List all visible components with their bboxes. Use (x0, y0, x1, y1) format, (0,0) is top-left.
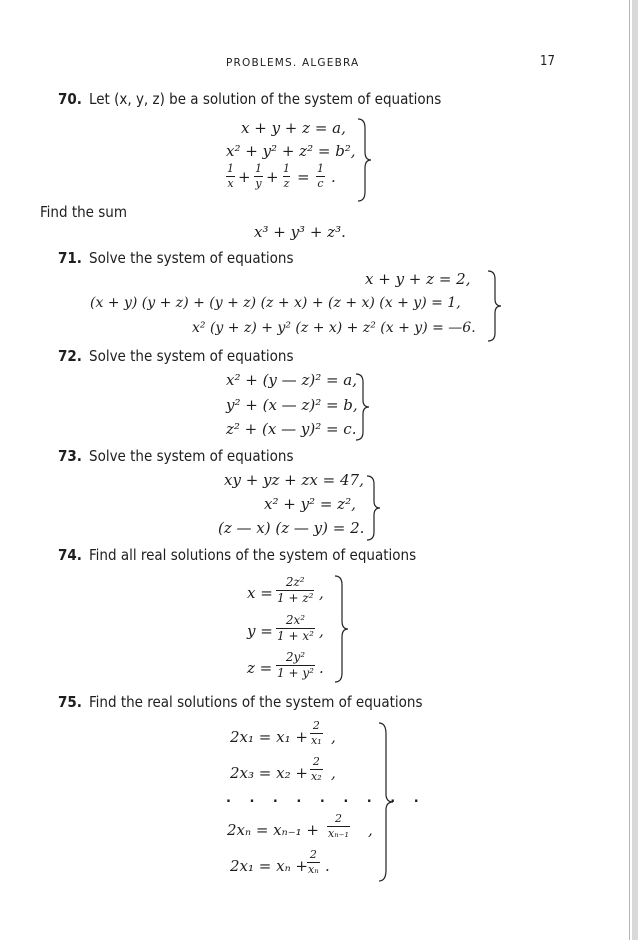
p70-equation-1: x + y + z = a, (241, 119, 346, 137)
problem-70-find: Find the sum (40, 203, 127, 221)
p73-equation-1: xy + yz + zx = 47, (224, 471, 364, 489)
problem-72-text: Solve the system of equations (89, 347, 294, 365)
problem-75-number: 75. (58, 693, 82, 711)
p70-sum: x³ + y³ + z³. (254, 223, 346, 241)
p73-equation-2: x² + y² = z², (264, 495, 356, 513)
page-edge (632, 0, 638, 940)
problem-71-text: Solve the system of equations (89, 249, 294, 267)
problem-70-number: 70. (58, 90, 82, 108)
problem-74-text: Find all real solutions of the system of equations (89, 546, 417, 564)
p71-equation-1: x + y + z = 2, (365, 270, 471, 288)
p71-brace (486, 270, 506, 342)
p73-equation-3: (z — x) (z — y) = 2. (218, 519, 365, 537)
problem-75-text: Find the real solutions of the system of equations (89, 693, 423, 711)
p72-equation-1: x² + (y — z)² = a, (226, 371, 358, 389)
p74-brace (333, 575, 353, 683)
p72-equation-3: z² + (x — y)² = c. (226, 420, 357, 438)
p72-equation-2: y² + (x — z)² = b, (226, 396, 358, 414)
problem-71-number: 71. (58, 249, 82, 267)
problem-74-number: 74. (58, 546, 82, 564)
running-header: PROBLEMS. ALGEBRA (226, 57, 360, 69)
p70-brace (356, 118, 376, 202)
problem-73-text: Solve the system of equations (89, 447, 294, 465)
p71-equation-3: x² (y + z) + y² (z + x) + z² (x + y) = —6. (192, 320, 476, 336)
p73-brace (365, 475, 385, 541)
p72-brace (354, 373, 374, 441)
p75-ellipsis: . . . . . . . . . (226, 791, 426, 806)
p71-equation-2: (x + y) (y + z) + (y + z) (z + x) + (z + x) (x + y) = 1, (90, 295, 461, 311)
problem-73-number: 73. (58, 447, 82, 465)
problem-70-text: Let (x, y, z) be a solution of the system of equations (89, 90, 442, 108)
page-number: 17 (540, 54, 555, 69)
p70-equation-2: x² + y² + z² = b², (226, 142, 356, 160)
p75-brace (377, 722, 399, 882)
problem-72-number: 72. (58, 347, 82, 365)
